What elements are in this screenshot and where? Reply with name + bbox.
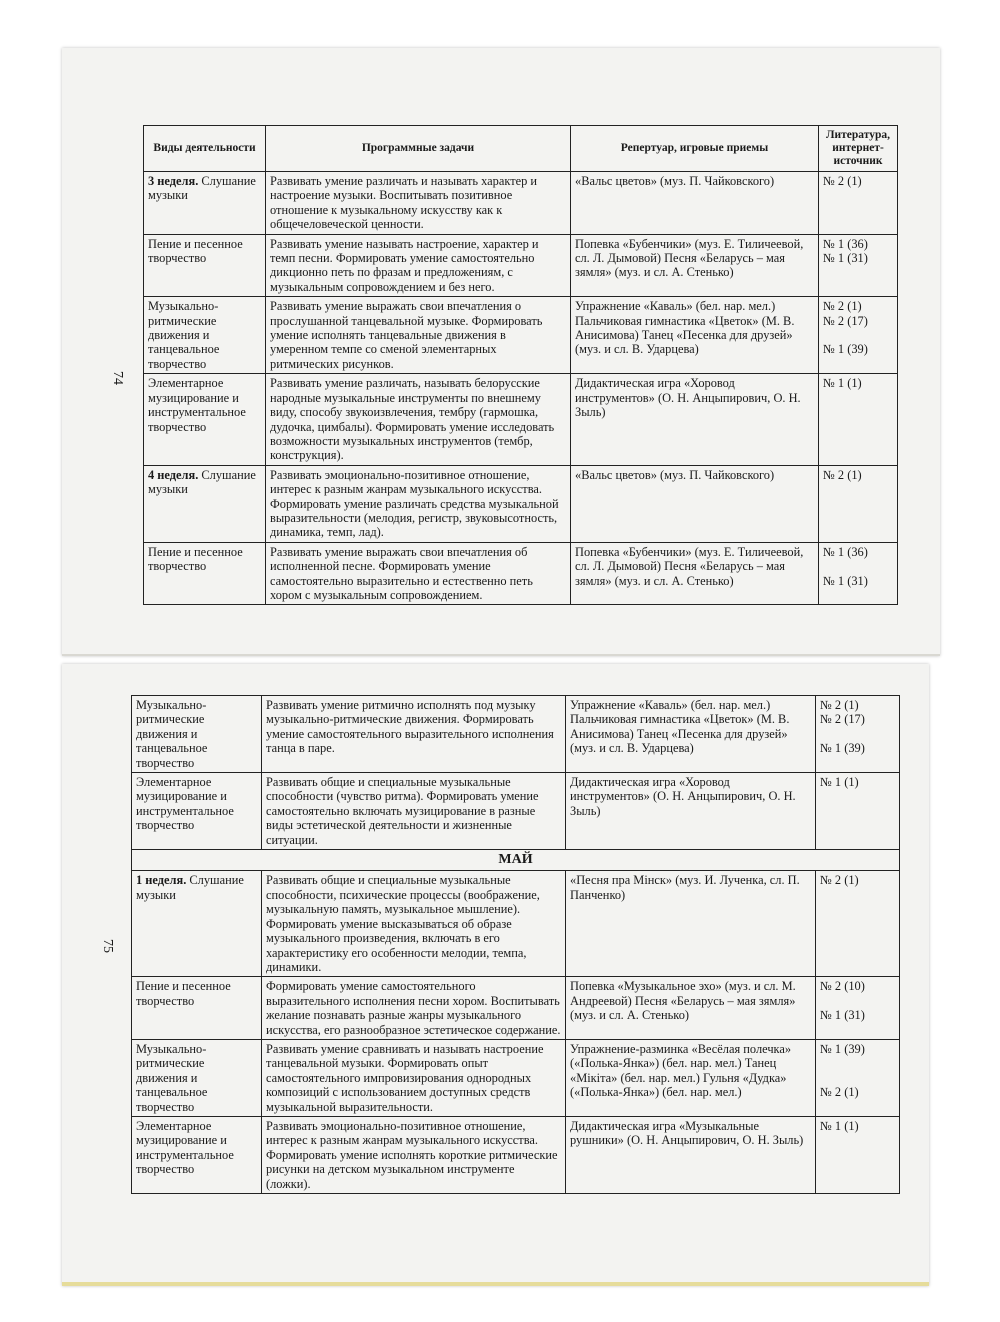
page-number: 74: [110, 371, 125, 385]
literature-cell: № 1 (39) № 2 (1): [816, 1039, 900, 1116]
tasks-cell: Формировать умение самостоятельного выразительного исполнения песни хором. Воспитывать желание познавать разные жанры музыкального искусства, его разнообразное эстетическое содержание.: [262, 977, 566, 1040]
repertoire-cell: «Вальс цветов» (муз. П. Чайковского): [571, 465, 819, 542]
activity-cell: [144, 297, 266, 374]
bottom-page: [62, 664, 929, 1286]
literature-cell: № 1 (36) № 1 (31): [819, 234, 898, 297]
repertoire-cell: Попевка «Бубенчики» (муз. Е. Тиличеевой, сл. Л. Дымовой) Песня «Беларусь – мая зямля» (муз. и сл. А. Стенько): [571, 234, 819, 297]
repertoire-cell: Упражнение-разминка «Весёлая полечка» («Полька-Янка») (бел. нар. мел.) Танец «Мікіта» (бел. нар. мел.) Гульня «Дудка» («Полька-Янка») (бел. нар. мел.): [566, 1039, 816, 1116]
table-row: [132, 977, 900, 1040]
table-row: [132, 773, 900, 850]
activity-cell: [144, 234, 266, 297]
table-row: [132, 1116, 900, 1193]
week-label: 3 неделя.: [148, 174, 199, 188]
top-page: [62, 48, 940, 656]
table-row: [144, 234, 898, 297]
activity-cell: [132, 977, 262, 1040]
activity-cell: [132, 871, 262, 977]
tasks-cell: Развивать общие и специальные музыкальные способности, психические процессы (воображение, музыкальную память, музыкальное мышление). Формировать умение высказываться об образе музыкального произведения, включать в его характеристику его особенности мелодии, темпа, динамики.: [262, 871, 566, 977]
week-label: 1 неделя.: [136, 873, 187, 888]
month-row: [132, 850, 900, 871]
header-activity: Виды деятельности: [144, 126, 266, 172]
activity-cell: [144, 172, 266, 235]
header-literature: Литература, интернет-источник: [819, 126, 898, 172]
literature-cell: № 2 (1) № 2 (17) № 1 (39): [819, 297, 898, 374]
repertoire-cell: «Вальс цветов» (муз. П. Чайковского): [571, 172, 819, 235]
tasks-cell: Развивать умение различать и называть характер и настроение музыки. Воспитывать позитивное отношение к музыкальному искусству как к общечеловеческой ценности.: [266, 172, 571, 235]
table-row: [144, 297, 898, 374]
activity-cell: [132, 773, 262, 850]
tasks-cell: Развивать эмоционально-позитивное отношение, интерес к разным жанрам музыкального искусства. Формировать умение различать средства музыкальной выразительности (мелодия, регистр, звуковысотность, динамика, темп, лад).: [266, 465, 571, 542]
activity-label: Музыкально-ритмические движения и танцевальное творчество: [136, 698, 208, 770]
activity-cell: [132, 1116, 262, 1193]
header-tasks: Программные задачи: [266, 126, 571, 172]
table-row: [132, 696, 900, 773]
literature-cell: № 2 (1): [819, 465, 898, 542]
page-number: 75: [100, 939, 115, 953]
activity-label: Слушание музыки: [148, 467, 256, 497]
literature-cell: № 1 (1): [816, 773, 900, 850]
table-row: [144, 172, 898, 235]
table-row: [132, 871, 900, 977]
repertoire-cell: Попевка «Бубенчики» (муз. Е. Тиличеевой, сл. Л. Дымовой) Песня «Беларусь – мая зямля» (муз. и сл. А. Стенько): [571, 542, 819, 605]
repertoire-cell: Упражнение «Каваль» (бел. нар. мел.) Пальчиковая гимнастика «Цветок» (М. В. Анисимова) Танец «Песенка для друзей» (муз. и сл. В. Ударцева): [566, 696, 816, 773]
schedule-table: [131, 695, 900, 1194]
repertoire-cell: «Песня пра Мінск» (муз. И. Лученка, сл. П. Панченко): [566, 871, 816, 977]
repertoire-cell: Дидактическая игра «Хоровод инструментов» (О. Н. Анцыпирович, О. Н. Зыль): [571, 374, 819, 465]
activity-cell: [132, 1039, 262, 1116]
literature-cell: № 2 (1): [816, 871, 900, 977]
table-row: [144, 465, 898, 542]
literature-cell: № 2 (1): [819, 172, 898, 235]
repertoire-cell: Попевка «Музыкальное эхо» (муз. и сл. М. Андреевой) Песня «Беларусь – мая зямля» (муз. и сл. А. Стенько): [566, 977, 816, 1040]
activity-label: Элементарное музицирование и инструментальное творчество: [148, 376, 246, 434]
month-heading: МАЙ: [132, 850, 900, 871]
week-label: 4 неделя.: [148, 467, 199, 482]
tasks-cell: Развивать общие и специальные музыкальные способности (чувство ритма). Формировать умение самостоятельно включать музицирование в разные виды эстетической деятельности и жизненные ситуации.: [262, 773, 566, 850]
literature-cell: № 1 (1): [819, 374, 898, 465]
activity-cell: [144, 374, 266, 465]
schedule-table: [143, 125, 898, 605]
literature-cell: № 1 (1): [816, 1116, 900, 1193]
repertoire-cell: Дидактическая игра «Хоровод инструментов» (О. Н. Анцыпирович, О. Н. Зыль): [566, 773, 816, 850]
literature-cell: № 1 (36) № 1 (31): [819, 542, 898, 605]
header-repertoire: Репертуар, игровые приемы: [571, 126, 819, 172]
table-row: [132, 1039, 900, 1116]
activity-cell: [132, 696, 262, 773]
activity-cell: [144, 542, 266, 605]
literature-cell: № 2 (10) № 1 (31): [816, 977, 900, 1040]
activity-label: Музыкально-ритмические движения и танцевальное творчество: [136, 1041, 208, 1114]
tasks-cell: Развивать умение сравнивать и называть настроение танцевальной музыки. Формировать опыт самостоятельного импровизирования однородных композиций с использованием доступных средств музыкальной выразительности.: [262, 1039, 566, 1116]
tasks-cell: Развивать умение выражать свои впечатления о прослушанной танцевальной музыке. Формировать умение исполнять танцевальные движения в умеренном темпе со сменой элементарных ритмических рисунков.: [266, 297, 571, 374]
tasks-cell: Развивать умение выражать свои впечатления об исполненной песне. Формировать умение самостоятельно выразительно и естественно петь хором с музыкальным сопровождением.: [266, 542, 571, 605]
activity-label: Пение и песенное творчество: [148, 544, 243, 574]
tasks-cell: Развивать эмоционально-позитивное отношение, интерес к разным жанрам музыкального искусства. Формировать умение исполнять короткие ритмические рисунки на детском музыкальном инструменте (ложки).: [262, 1116, 566, 1193]
literature-cell: № 2 (1) № 2 (17) № 1 (39): [816, 696, 900, 773]
table-header: [144, 126, 898, 172]
activity-cell: [144, 465, 266, 542]
activity-label: Музыкально-ритмические движения и танцевальное творчество: [148, 299, 220, 371]
tasks-cell: Развивать умение называть настроение, характер и темп песни. Формировать умение самостоятельно дикционно петь по фразам и предложениям, с музыкальным сопровождением и без него.: [266, 234, 571, 297]
repertoire-cell: Дидактическая игра «Музыкальные рушники» (О. Н. Анцыпирович, О. Н. Зыль): [566, 1116, 816, 1193]
table-row: [144, 374, 898, 465]
activity-label: Элементарное музицирование и инструментальное творчество: [136, 1118, 234, 1177]
activity-label: Слушание музыки: [136, 873, 244, 902]
activity-label: Элементарное музицирование и инструментальное творчество: [136, 775, 234, 833]
tasks-cell: Развивать умение различать, называть белорусские народные музыкальные инструменты по внешнему виду, способу звукоизвлечения, тембру (гармошка, дудочка, цимбалы). Формировать умение исследовать возможности музыкальных инструментов (тембр, конструкция).: [266, 374, 571, 465]
tasks-cell: Развивать умение ритмично исполнять под музыку музыкально-ритмические движения. Формировать умение самостоятельного выразительного исполнения танца в паре.: [262, 696, 566, 773]
activity-label: Пение и песенное творчество: [148, 236, 243, 266]
activity-label: Слушание музыки: [148, 174, 256, 203]
activity-label: Пение и песенное творчество: [136, 979, 231, 1008]
table-row: [144, 542, 898, 605]
repertoire-cell: Упражнение «Каваль» (бел. нар. мел.) Пальчиковая гимнастика «Цветок» (М. В. Анисимова) Танец «Песенка для друзей» (муз. и сл. В. Ударцева): [571, 297, 819, 374]
